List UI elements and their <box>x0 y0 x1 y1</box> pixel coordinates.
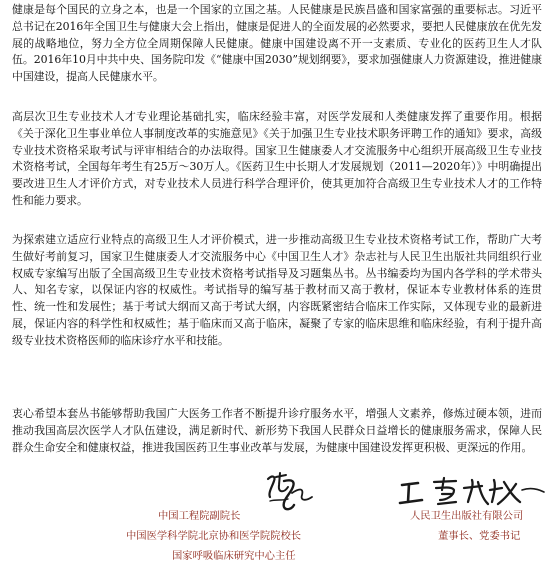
paragraph-high-level-talent: 高层次卫生专业技术人才专业理论基础扎实，临床经验丰富，对医学发展和人类健康发挥了重要作用。根据《关于深化卫生事业单位人事制度改革的实施意见》《关于加强卫生专业技术职务评聘工作的通知》要求，高级专业技术资格采取考试与评审相结合的办法取得。国家卫生健康委人才交流服务中心组织开展高级卫生专业技术资格考试，全国每年考生有25万～30万人。《医药卫生中长期人才发展规划（2011—2020年）》中明确提出要改进卫生人才评价方式，对专业技术人员进行科学合理评价，使其更加符合高级卫生专业技术人才的工作特性和能力要求。 <box>12 110 542 207</box>
signature-title-left-3: 国家呼吸临床研究中心主任 <box>172 550 296 562</box>
paragraph-closing-wish: 衷心希望本套丛书能够帮助我国广大医务工作者不断提升诊疗服务水平，增强人文素养，修炼过硬本领，进而推动我国高层次医学人才队伍建设，满足新时代、新形势下我国人民群众日益增长的健康服务需求，保障人民群众生命安全和健康权益，推进我国医药卫生事业改革与发展，为健康中国建设发挥更积极、更深远的作用。 <box>12 407 542 454</box>
signature-title-left-1: 中国工程院副院长 <box>158 510 241 522</box>
handwritten-signature-right <box>398 476 548 510</box>
signature-title-right-2: 董事长、党委书记 <box>438 530 521 542</box>
signature-title-left-2: 中国医学科学院北京协和医学院院校长 <box>126 530 302 542</box>
signature-title-right-1: 人民卫生出版社有限公司 <box>410 510 524 522</box>
handwritten-signature-left <box>262 471 322 513</box>
paragraph-book-series: 为探索建立适应行业特点的高级卫生人才评价模式，进一步推动高级卫生专业技术资格考试工作，帮助广大考生做好考前复习，国家卫生健康委人才交流服务中心《中国卫生人才》杂志社与人民卫生出版社共同组织行业权威专家编写出版了全国高级卫生专业技术资格考试指导及习题集丛书。丛书编委均为国内各学科的学术带头人、知名专家，以保证内容的权威性。考试指导的编写基于教材而又高于教材，保证本专业教材体系的连贯性、统一性和发展性；基于考试大纲而又高于考试大纲，内容既紧密结合临床工作实际，又体现专业的最新进展，保证内容的科学性和权威性；基于临床而又高于临床，凝聚了专家的临床思维和临床经验，有利于提升高级专业技术资格医师的临床诊疗水平和技能。 <box>12 233 542 347</box>
paragraph-health-foundation: 健康是每个国民的立身之本，也是一个国家的立国之基。人民健康是民族昌盛和国家富强的重要标志。习近平总书记在2016年全国卫生与健康大会上指出，健康是促进人的全面发展的必然要求，要把人民健康放在优先发展的战略地位，努力全方位全周期保障人民健康。健康中国建设离不开一支素质、专业化的医药卫生人才队伍。2016年10月中共中央、国务院印发《“健康中国2030”规划纲要》，要求加强健康人力资源建设，推进健康中国建设，提高人民健康水平。 <box>12 3 542 84</box>
